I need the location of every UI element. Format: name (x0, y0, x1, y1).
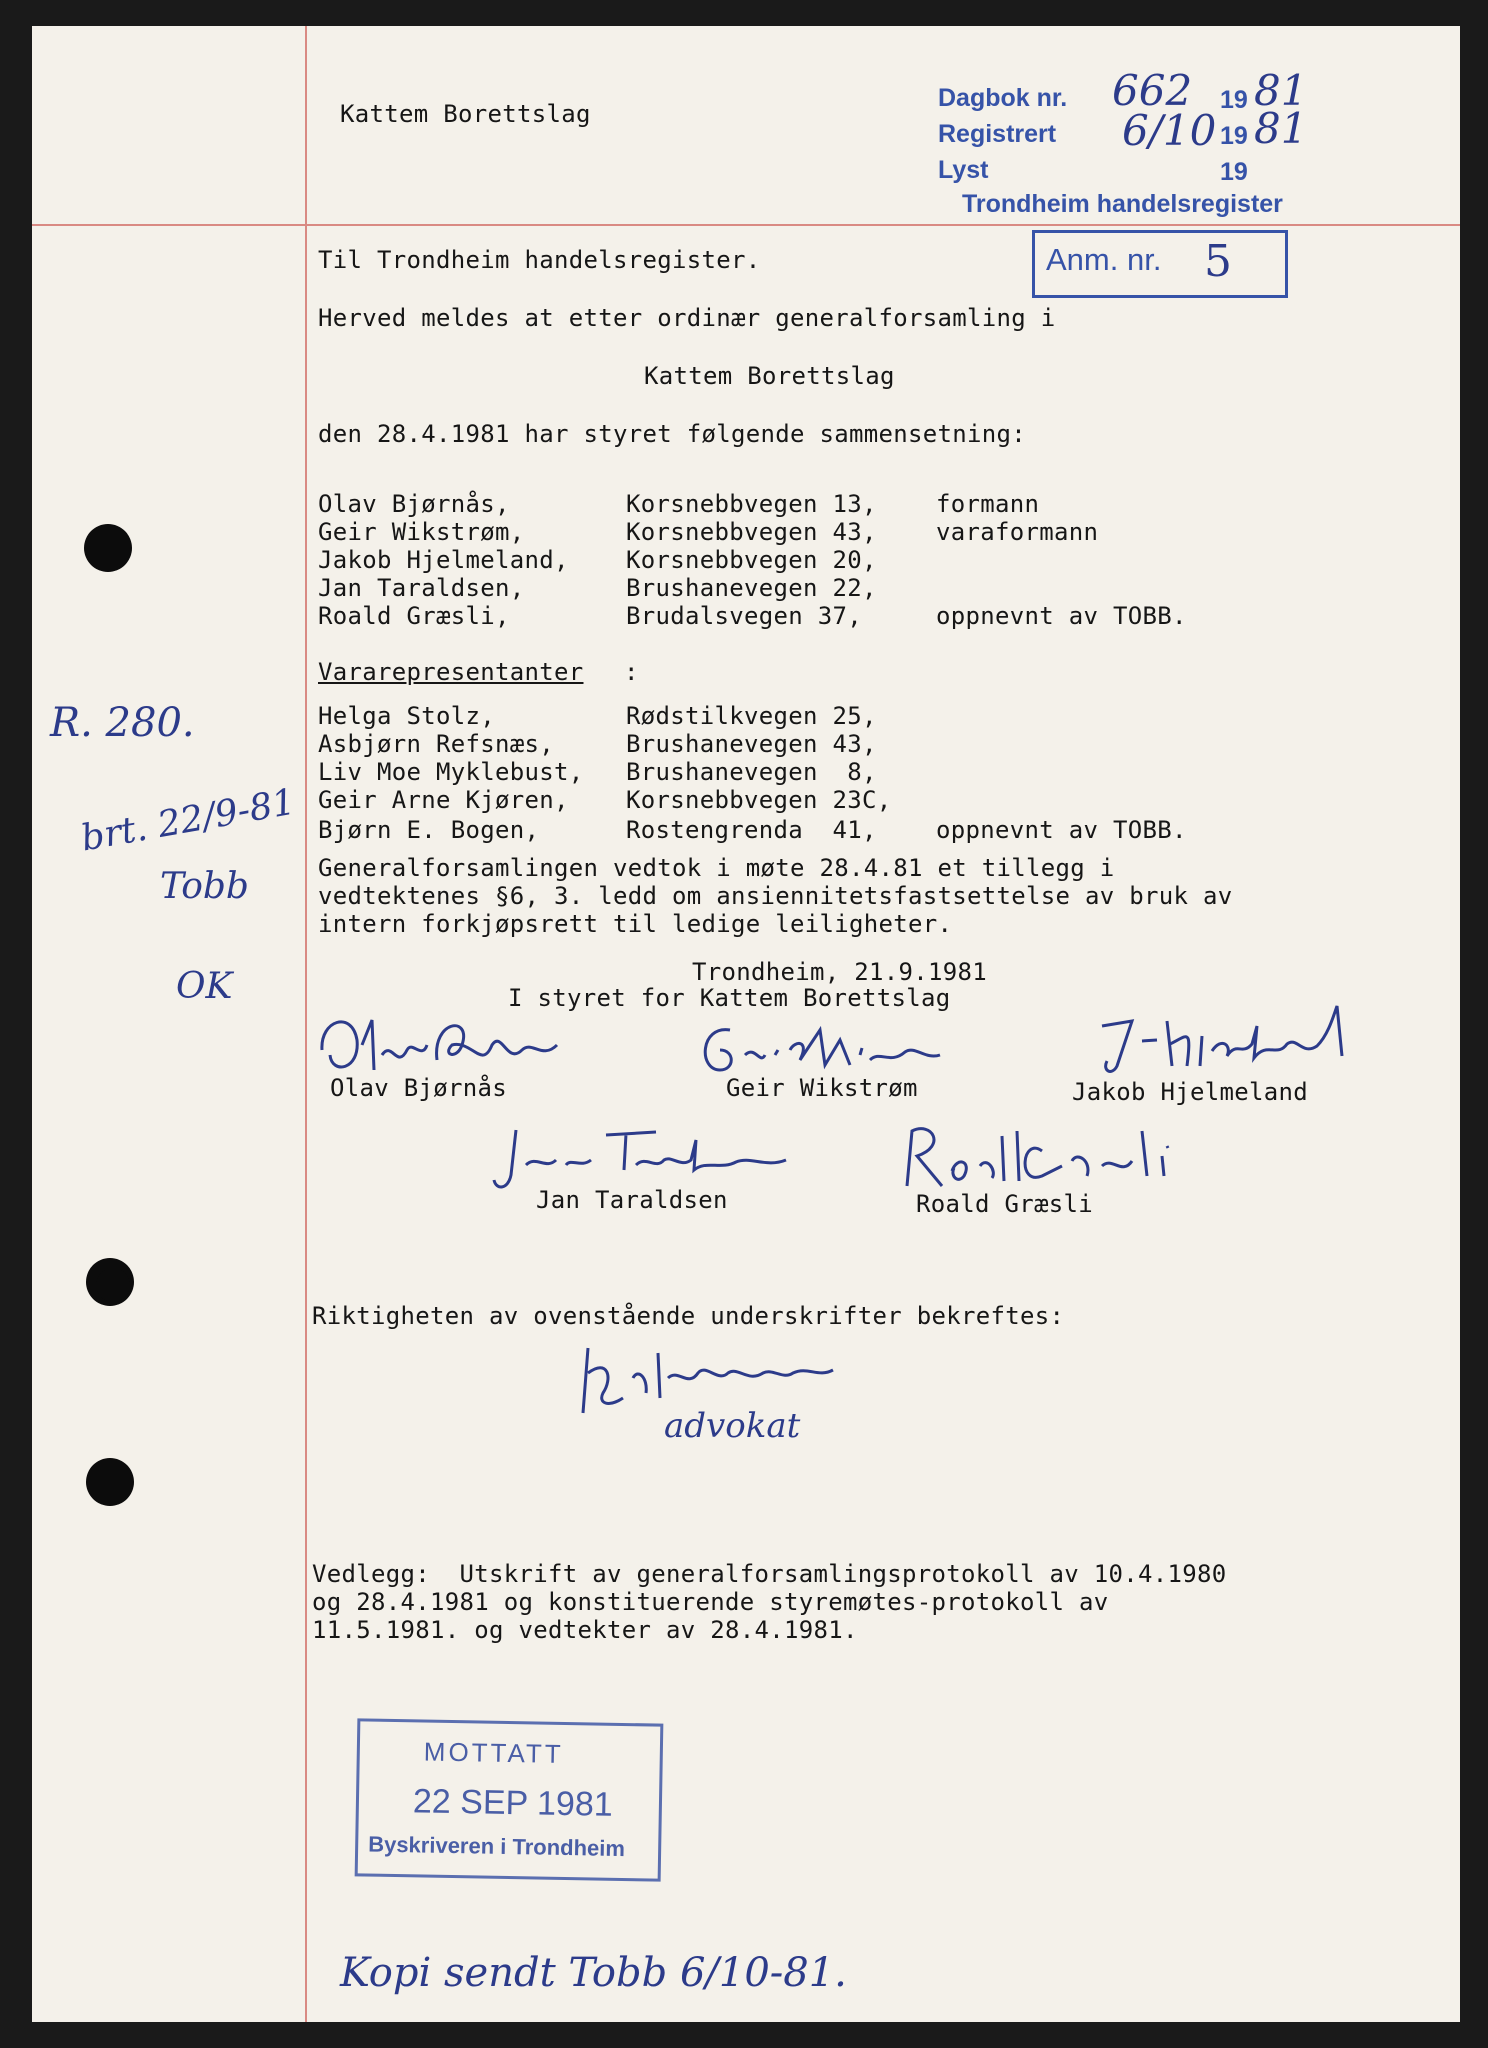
deputy-address: Brushanevegen 8, (626, 758, 877, 786)
received-stamp-office: Byskriveren i Trondheim (367, 1831, 626, 1862)
deputy-address: Rostengrenda 41, (626, 816, 877, 844)
attachment-line: og 28.4.1981 og konstituerende styremøtes-protokoll av (312, 1588, 1109, 1616)
deputy-role: oppnevnt av TOBB. (936, 816, 1187, 844)
margin-rule-vertical (305, 26, 307, 2022)
received-stamp (355, 1718, 664, 1881)
board-member-address: Brushanevegen 22, (626, 574, 877, 602)
sender-name: Kattem Borettslag (340, 100, 591, 128)
dagbok-label: Dagbok nr. (938, 84, 1068, 112)
year-prefix-3: 19 (1220, 158, 1248, 186)
board-member-address: Korsnebbvegen 20, (626, 546, 877, 574)
certifier-title: advokat (664, 1406, 801, 1446)
recipient-line: Til Trondheim handelsregister. (318, 246, 761, 274)
board-member-role: varaformann (936, 518, 1099, 546)
resolution-line: intern forkjøpsrett til ledige leiligheter. (318, 910, 953, 938)
year-prefix-2: 19 (1220, 122, 1248, 150)
registrert-label: Registrert (938, 120, 1057, 148)
signatory-name: Geir Wikstrøm (726, 1074, 918, 1102)
signature-jakob (1092, 996, 1362, 1086)
board-member-name: Roald Græsli, (318, 602, 510, 630)
resolution-line: Generalforsamlingen vedtok i møte 28.4.81 et tillegg i (318, 854, 1115, 882)
board-member-name: Jakob Hjelmeland, (318, 546, 569, 574)
punch-hole-small (96, 1268, 130, 1302)
organisation-name: Kattem Borettslag (644, 362, 895, 390)
deputy-name: Liv Moe Myklebust, (318, 758, 584, 786)
board-member-role: oppnevnt av TOBB. (936, 602, 1187, 630)
deputy-name: Geir Arne Kjøren, (318, 786, 569, 814)
deputy-address: Korsnebbvegen 23C, (626, 786, 892, 814)
dagbok-number: 662 (1112, 66, 1193, 115)
signatory-name: Roald Græsli (916, 1190, 1093, 1218)
certification-line: Riktigheten av ovenstående underskrifter bekreftes: (312, 1302, 1065, 1330)
anm-number: 5 (1204, 236, 1232, 287)
signatory-name: Olav Bjørnås (330, 1074, 507, 1102)
lyst-label: Lyst (938, 156, 989, 184)
margin-note-ok: OK (176, 966, 233, 1007)
signatory-name: Jan Taraldsen (536, 1186, 728, 1214)
deputy-name: Asbjørn Refsnæs, (318, 730, 554, 758)
punch-hole (86, 1458, 134, 1506)
margin-note-reference: R. 280. (50, 700, 195, 746)
margin-rule-horizontal (32, 224, 1460, 226)
anm-label: Anm. nr. (1046, 242, 1162, 277)
resolution-line: vedtektenes §6, 3. ledd om ansiennitetsfastsettelse av bruk av (318, 882, 1233, 910)
signatory-name: Jakob Hjelmeland (1072, 1078, 1308, 1106)
deputy-name: Bjørn E. Bogen, (318, 816, 540, 844)
place-date: Trondheim, 21.9.1981 (692, 958, 987, 986)
punch-hole (84, 524, 132, 572)
attachment-line: 11.5.1981. og vedtekter av 28.4.1981. (312, 1616, 858, 1644)
footer-copy-note: Kopi sendt Tobb 6/10-81. (340, 1950, 847, 1996)
intro-line: Herved meldes at etter ordinær generalforsamling i (318, 304, 1056, 332)
board-member-address: Korsnebbvegen 43, (626, 518, 877, 546)
board-member-role: formann (936, 490, 1040, 518)
received-stamp-date: 22 SEP 1981 (412, 1782, 614, 1824)
registry-office: Trondheim handelsregister (962, 190, 1283, 218)
board-intro: den 28.4.1981 har styret følgende sammensetning: (318, 420, 1026, 448)
year-prefix-1: 19 (1220, 86, 1248, 114)
board-line: I styret for Kattem Borettslag (508, 984, 951, 1012)
deputy-address: Brushanevegen 43, (626, 730, 877, 758)
attachment-line: Vedlegg: Utskrift av generalforsamlingsprotokoll av 10.4.1980 (312, 1560, 1227, 1588)
year-dagbok: 81 (1254, 66, 1308, 115)
registrert-date: 6/10 (1122, 106, 1217, 155)
deputy-name: Helga Stolz, (318, 702, 495, 730)
board-member-name: Geir Wikstrøm, (318, 518, 525, 546)
board-member-name: Olav Bjørnås, (318, 490, 510, 518)
deputies-heading-colon: : (624, 658, 639, 686)
margin-note-date: brt. 22/9-81 (78, 781, 299, 860)
deputies-heading: Vararepresentanter (318, 658, 584, 686)
margin-note-tobb: Tobb (160, 866, 249, 907)
received-stamp-label: MOTTATT (423, 1736, 564, 1769)
year-registrert: 81 (1254, 104, 1308, 153)
board-member-name: Jan Taraldsen, (318, 574, 525, 602)
board-member-address: Brudalsvegen 37, (626, 602, 862, 630)
deputy-address: Rødstilkvegen 25, (626, 702, 877, 730)
board-member-address: Korsnebbvegen 13, (626, 490, 877, 518)
